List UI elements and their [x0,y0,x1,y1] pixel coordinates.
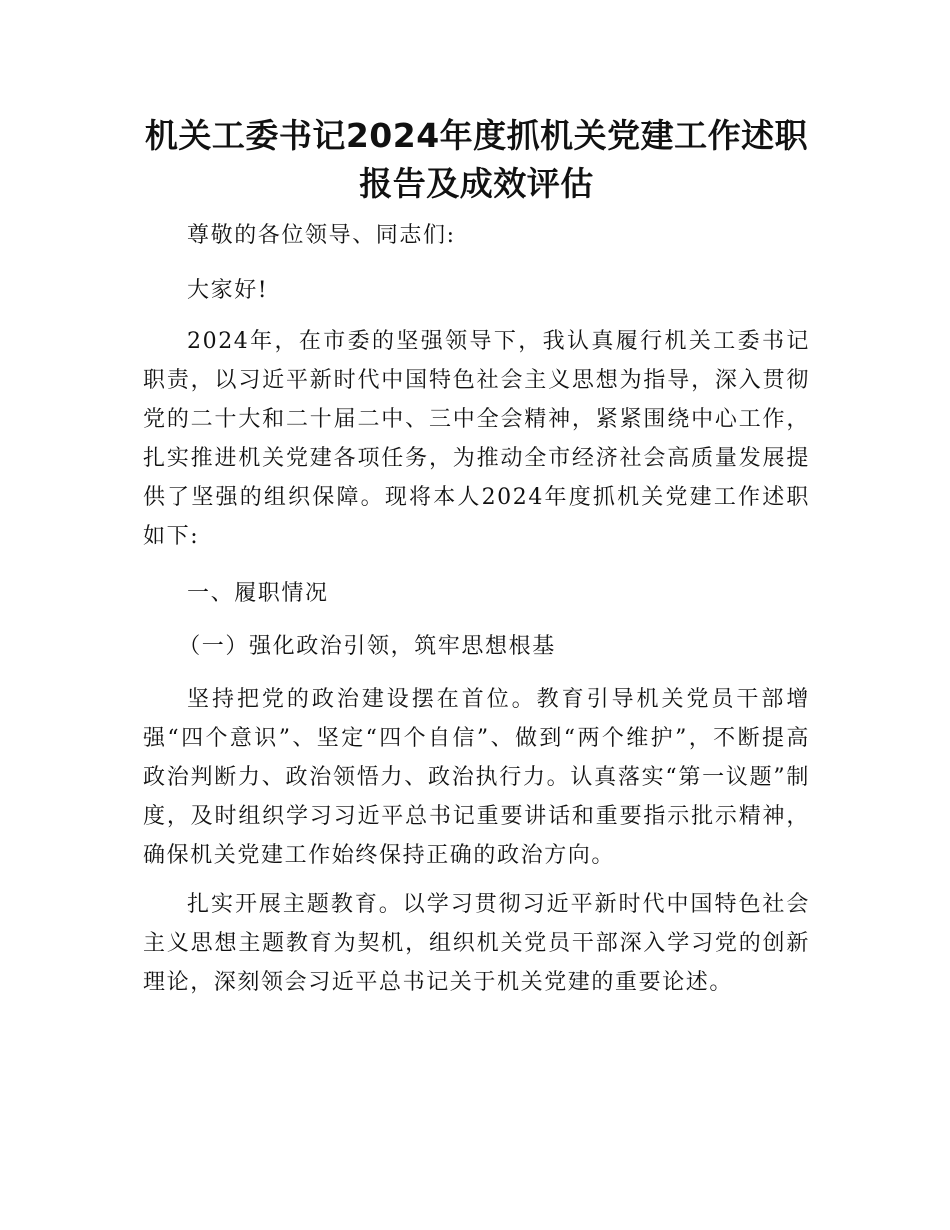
body-paragraph: 坚持把党的政治建设摆在首位。教育引导机关党员干部增强“四个意识”、坚定“四个自信”、做到“两个维护”，不断提高政治判断力、政治领悟力、政治执行力。认真落实“第一议题”制度，及时组织学习习近平总书记重要讲话和重要指示批示精神，确保机关党建工作始终保持正确的政治方向。 [143,687,810,868]
salutation: 尊敬的各位领导、同志们: [187,223,456,248]
subsection-heading: （一）强化政治引领，筑牢思想根基 [178,634,556,659]
intro-paragraph: 2024年，在市委的坚强领导下，我认真履行机关工委书记职责，以习近平新时代中国特色社会主义思想为指导，深入贯彻党的二十大和二十届二中、三中全会精神，紧紧围绕中心工作，扎实推进机关党建各项任务，为推动全市经济社会高质量发展提供了坚强的组织保障。现将本人2024年度抓机关党建工作述职如下: [143,329,810,549]
document-title: 机关工委书记2024年度抓机关党建工作述职报告及成效评估 [144,116,809,203]
greeting: 大家好! [187,278,269,303]
body-paragraph: 扎实开展主题教育。以学习贯彻习近平新时代中国特色社会主义思想主题教育为契机，组织机关党员干部深入学习党的创新理论，深刻领会习近平总书记关于机关党建的重要论述。 [143,892,810,995]
section-heading: 一、履职情况 [187,581,329,606]
document-body [143,216,810,1002]
document-page [143,112,810,1012]
